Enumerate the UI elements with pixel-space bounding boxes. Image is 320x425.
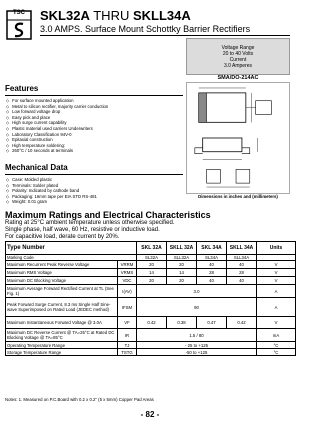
cell: 40 <box>197 277 227 285</box>
cell: SLL32A <box>167 255 197 261</box>
row-symbol: I(AV) <box>118 285 137 298</box>
column-header: SKLL 32A <box>167 242 197 255</box>
footnote: Notes: 1. Measured on P.C.Board with 0.2 x 0.2" (5 x 5mm) Copper Pad Areas <box>5 397 154 402</box>
cell: 3.0 <box>137 285 257 298</box>
units-header: Units <box>257 242 296 255</box>
spec-line: 20 to 40 Volts <box>222 51 254 57</box>
package-dimension-drawing <box>186 82 290 194</box>
cell: 20 <box>137 277 167 285</box>
list-item: ◇ Case: Molded plastic <box>6 177 181 183</box>
title-thru: THRU <box>89 8 133 23</box>
mechanical-divider <box>5 174 183 175</box>
row-unit: °C <box>257 349 296 356</box>
table-row <box>6 298 296 317</box>
row-unit: V <box>257 269 296 277</box>
row-label: Maximum Instantaneous Forward Voltage @ 3.0A <box>6 317 118 329</box>
row-symbol: TJ <box>118 342 137 349</box>
rating-note: Rating at 25°C ambient temperature unless otherwise specified. <box>5 220 175 226</box>
row-symbol: IR <box>118 329 137 342</box>
row-label: Maximum RMS Voltage <box>6 269 118 277</box>
spec-line: Voltage Range <box>221 45 255 51</box>
cell: 40 <box>197 261 227 269</box>
list-item: ◇ Metal to silicon rectifier, majority carrier conduction <box>6 104 181 110</box>
cell: 14 <box>167 269 197 277</box>
cell: 1.5 / 80 <box>137 329 257 342</box>
cell: 0.47 <box>197 317 227 329</box>
row-unit: °C <box>257 342 296 349</box>
package-label: SMA/DO-214AC <box>217 75 259 81</box>
row-symbol: VF <box>118 317 137 329</box>
list-item: ◇ Epitaxial construction <box>6 137 181 143</box>
table-header-row <box>6 242 296 255</box>
list-item: ◇ High surge current capability <box>6 120 181 126</box>
cell: -50 to +125 <box>137 349 257 356</box>
list-item: ◇ High temperature soldering: <box>6 143 181 149</box>
row-symbol: VRMS <box>118 269 137 277</box>
cell: SL32A <box>137 255 167 261</box>
row-label: Maximum DC Blocking Voltage <box>6 277 118 285</box>
row-symbol: VRRM <box>118 261 137 269</box>
cell: - 25 to +125 <box>137 342 257 349</box>
page-number: - 82 - <box>140 410 160 419</box>
cell: 40 <box>227 261 257 269</box>
rating-note: For capacitive load, derate current by 20%. <box>5 234 120 240</box>
features-heading: Features <box>5 84 39 93</box>
header-divider <box>40 35 290 36</box>
cell: 28 <box>197 269 227 277</box>
list-item: ◇ Easy pick and place <box>6 115 181 121</box>
page-title <box>40 8 191 23</box>
rating-note: Single phase, half wave, 60 Hz, resistive or inductive load. <box>5 227 160 233</box>
table-row <box>6 329 296 342</box>
list-item: ◇ Terminals: Solder plated <box>6 183 181 189</box>
cell: SLL34A <box>227 255 257 261</box>
table-row <box>6 269 296 277</box>
list-item: ◇ Polarity: Indicated by cathode band <box>6 188 181 194</box>
ratings-table <box>5 241 296 356</box>
row-label: Storage Temperature Range <box>6 349 118 356</box>
table-row <box>6 285 296 298</box>
row-unit: V <box>257 277 296 285</box>
page-subtitle: 3.0 AMPS. Surface Mount Schottky Barrier Rectifiers <box>40 24 251 34</box>
row-symbol: TSTG <box>118 349 137 356</box>
table-row <box>6 277 296 285</box>
spec-line: Current <box>229 57 247 63</box>
spec-box <box>186 38 290 75</box>
type-number-header: Type Number <box>6 242 137 255</box>
list-item: ◇ Weight: 0.01 gram <box>6 199 181 205</box>
list-item: ◇ 260°C / 10 seconds at terminals <box>6 148 181 154</box>
row-unit: A <box>257 298 296 317</box>
logo-text: TSC <box>13 10 25 16</box>
list-item: ◇ Packaging: 16mm tape per EIA STD RS-481 <box>6 194 181 200</box>
mechanical-heading: Mechanical Data <box>5 163 68 172</box>
title-part-a: SKL32A <box>40 8 90 23</box>
list-item: ◇ Laboratory Classification 94V-0 <box>6 132 181 138</box>
cell: 20 <box>167 277 197 285</box>
cell: 28 <box>227 269 257 277</box>
column-header: SKL 32A <box>137 242 167 255</box>
features-divider <box>5 95 183 96</box>
cell: 40 <box>227 277 257 285</box>
column-header: SKL 34A <box>197 242 227 255</box>
cell: 90 <box>137 298 257 317</box>
mechanical-list <box>6 177 181 205</box>
row-label: Maximum DC Reverse Current @ TA=25°C at Rated DC Blocking Voltage @ TA=85°C <box>6 329 118 342</box>
row-label: Maximum Recurrent Peak Reverse Voltage <box>6 261 118 269</box>
title-part-b: SKLL34A <box>132 8 191 23</box>
row-label: Peak Forward Surge Current, 8.3 ms Single Half Sine-wave Superimposed on Rated Load (JEDEC method) <box>6 298 118 317</box>
dimension-note: Dimensions in inches and (millimeters) <box>198 194 278 199</box>
column-header: SKLL 34A <box>227 242 257 255</box>
features-list <box>6 98 181 154</box>
cell: 20 <box>167 261 197 269</box>
cell: 0.38 <box>167 317 197 329</box>
cell: SL34A <box>197 255 227 261</box>
table-row <box>6 317 296 329</box>
row-label: Operating Temperature Range <box>6 342 118 349</box>
cell: 20 <box>137 261 167 269</box>
cell: 0.42 <box>137 317 167 329</box>
cell: 14 <box>137 269 167 277</box>
row-unit: A <box>257 285 296 298</box>
row-unit: V <box>257 317 296 329</box>
row-symbol: IFSM <box>118 298 137 317</box>
row-symbol: VDC <box>118 277 137 285</box>
table-row <box>6 342 296 349</box>
row-label: Marking Code <box>6 255 137 261</box>
list-item: ◇ Plastic material used carriers Underwriters <box>6 126 181 132</box>
cell: 0.42 <box>227 317 257 329</box>
row-unit: mA <box>257 329 296 342</box>
list-item: ◇ Low forward voltage drop <box>6 109 181 115</box>
spec-line: 3.0 Amperes <box>223 63 253 69</box>
table-row <box>6 261 296 269</box>
list-item: ◇ For surface mounted application <box>6 98 181 104</box>
row-label: Maximum Average Forward Rectified Current at TL (See Fig. 1) <box>6 285 118 298</box>
table-row <box>6 349 296 356</box>
ratings-heading: Maximum Ratings and Electrical Characteristics <box>5 210 211 220</box>
row-unit: V <box>257 261 296 269</box>
